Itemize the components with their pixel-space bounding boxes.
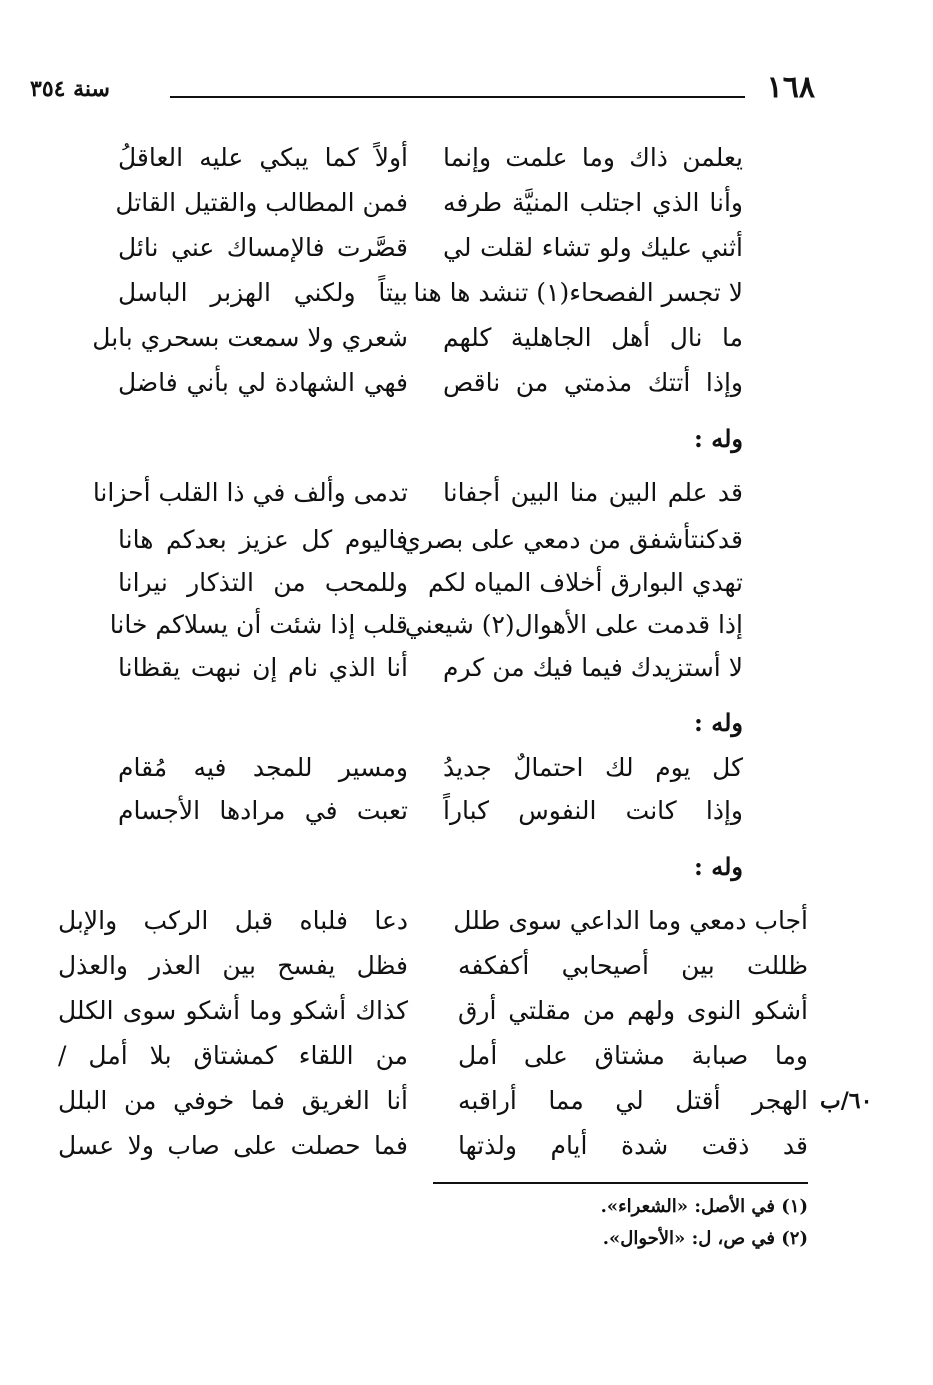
verse-right: قد ذقت شدة أيام ولذتها: [458, 1131, 808, 1160]
verse-left: أنا الذي نام إن نبهت يقظانا: [118, 653, 408, 682]
page-number: ١٦٨: [766, 70, 815, 105]
verse-left: قصَّرت فالإمساك عني نائل: [118, 233, 408, 262]
verse-left: كذاك أشكو وما أشكو سوى الكلل: [58, 996, 408, 1025]
verse-right: ما نال أهل الجاهلية كلهم: [443, 323, 743, 352]
running-head-year: سنة ٣٥٤: [30, 76, 110, 102]
verse-left: ومسير للمجد فيه مُقام: [118, 753, 408, 782]
verse-right: إذا قدمت على الأهوال(٢) شيعني: [404, 610, 743, 639]
verse-left: تعبت في مرادها الأجسام: [118, 796, 408, 825]
verse-right: قدكنتأشفق من دمعي على بصري: [401, 525, 743, 554]
verse-right: تهدي البوارق أخلاف المياه لكم: [428, 568, 743, 597]
footnote-rule: [433, 1182, 808, 1184]
verse-left: وللمحب من التذكار نيرانا: [118, 568, 408, 597]
verse-right: أجاب دمعي وما الداعي سوى طلل: [453, 906, 808, 935]
verse-left: بيتاً ولكني الهزبر الباسل: [118, 278, 408, 307]
verse-left: أنا الغريق فما خوفي من البلل: [58, 1086, 408, 1115]
verse-left: فما حصلت على صاب ولا عسل: [58, 1131, 408, 1160]
verse-left: فاليوم كل عزيز بعدكم هانا: [118, 525, 408, 554]
verse-right: لا أستزيدك فيما فيك من كرم: [443, 653, 743, 682]
verse-right: الهجر أقتل لي مما أراقبه: [458, 1086, 808, 1115]
verse-right: لا تجسر الفصحاء(١) تنشد ها هنا: [413, 278, 743, 307]
verse-left: تدمى وألف في ذا القلب أحزانا: [92, 478, 408, 507]
verse-right: وما صبابة مشتاق على أمل: [458, 1041, 808, 1070]
verse-left: دعا فلباه قبل الركب والإبل: [58, 906, 408, 935]
verse-right: قد علم البين منا البين أجفانا: [443, 478, 743, 507]
verse-right: كل يوم لك احتمالٌ جديدُ: [443, 753, 743, 782]
verse-right: أثني عليك ولو تشاء لقلت لي: [443, 233, 743, 262]
verse-right: ظللت بين أصيحابي أكفكفه: [458, 951, 808, 980]
poem-intro: وله :: [694, 424, 743, 453]
verse-right: أشكو النوى ولهم من مقلتي أرق: [458, 996, 808, 1025]
poem-intro: وله :: [694, 852, 743, 881]
page-header: [30, 70, 815, 110]
verse-left: فمن المطالب والقتيل القاتل: [115, 188, 408, 217]
verse-left: أولاً كما يبكي عليه العاقلُ: [118, 143, 408, 172]
verse-left: شعري ولا سمعت بسحري بابل: [92, 323, 408, 352]
manuscript-folio-note: ٦٠/ب: [820, 1088, 873, 1114]
verse-left: فظل يفسح بين العذر والعذل: [58, 951, 408, 980]
header-rule: [170, 96, 745, 98]
verse-right: وإذا أتتك مذمتي من ناقص: [443, 368, 743, 397]
verse-right: وأنا الذي اجتلب المنيَّة طرفه: [443, 188, 743, 217]
poem-intro: وله :: [694, 708, 743, 737]
footnote: (٢) في ص، ل: «الأحوال».: [602, 1228, 808, 1249]
verse-left: قلب إذا شئت أن يسلاكم خانا: [109, 610, 408, 639]
footnote: (١) في الأصل: «الشعراء».: [600, 1196, 808, 1217]
verse-left: فهي الشهادة لي بأني فاضل: [118, 368, 408, 397]
verse-left: من اللقاء كمشتاق بلا أمل /: [58, 1041, 408, 1070]
verse-right: وإذا كانت النفوس كباراً: [443, 796, 743, 825]
verse-right: يعلمن ذاك وما علمت وإنما: [443, 143, 743, 172]
